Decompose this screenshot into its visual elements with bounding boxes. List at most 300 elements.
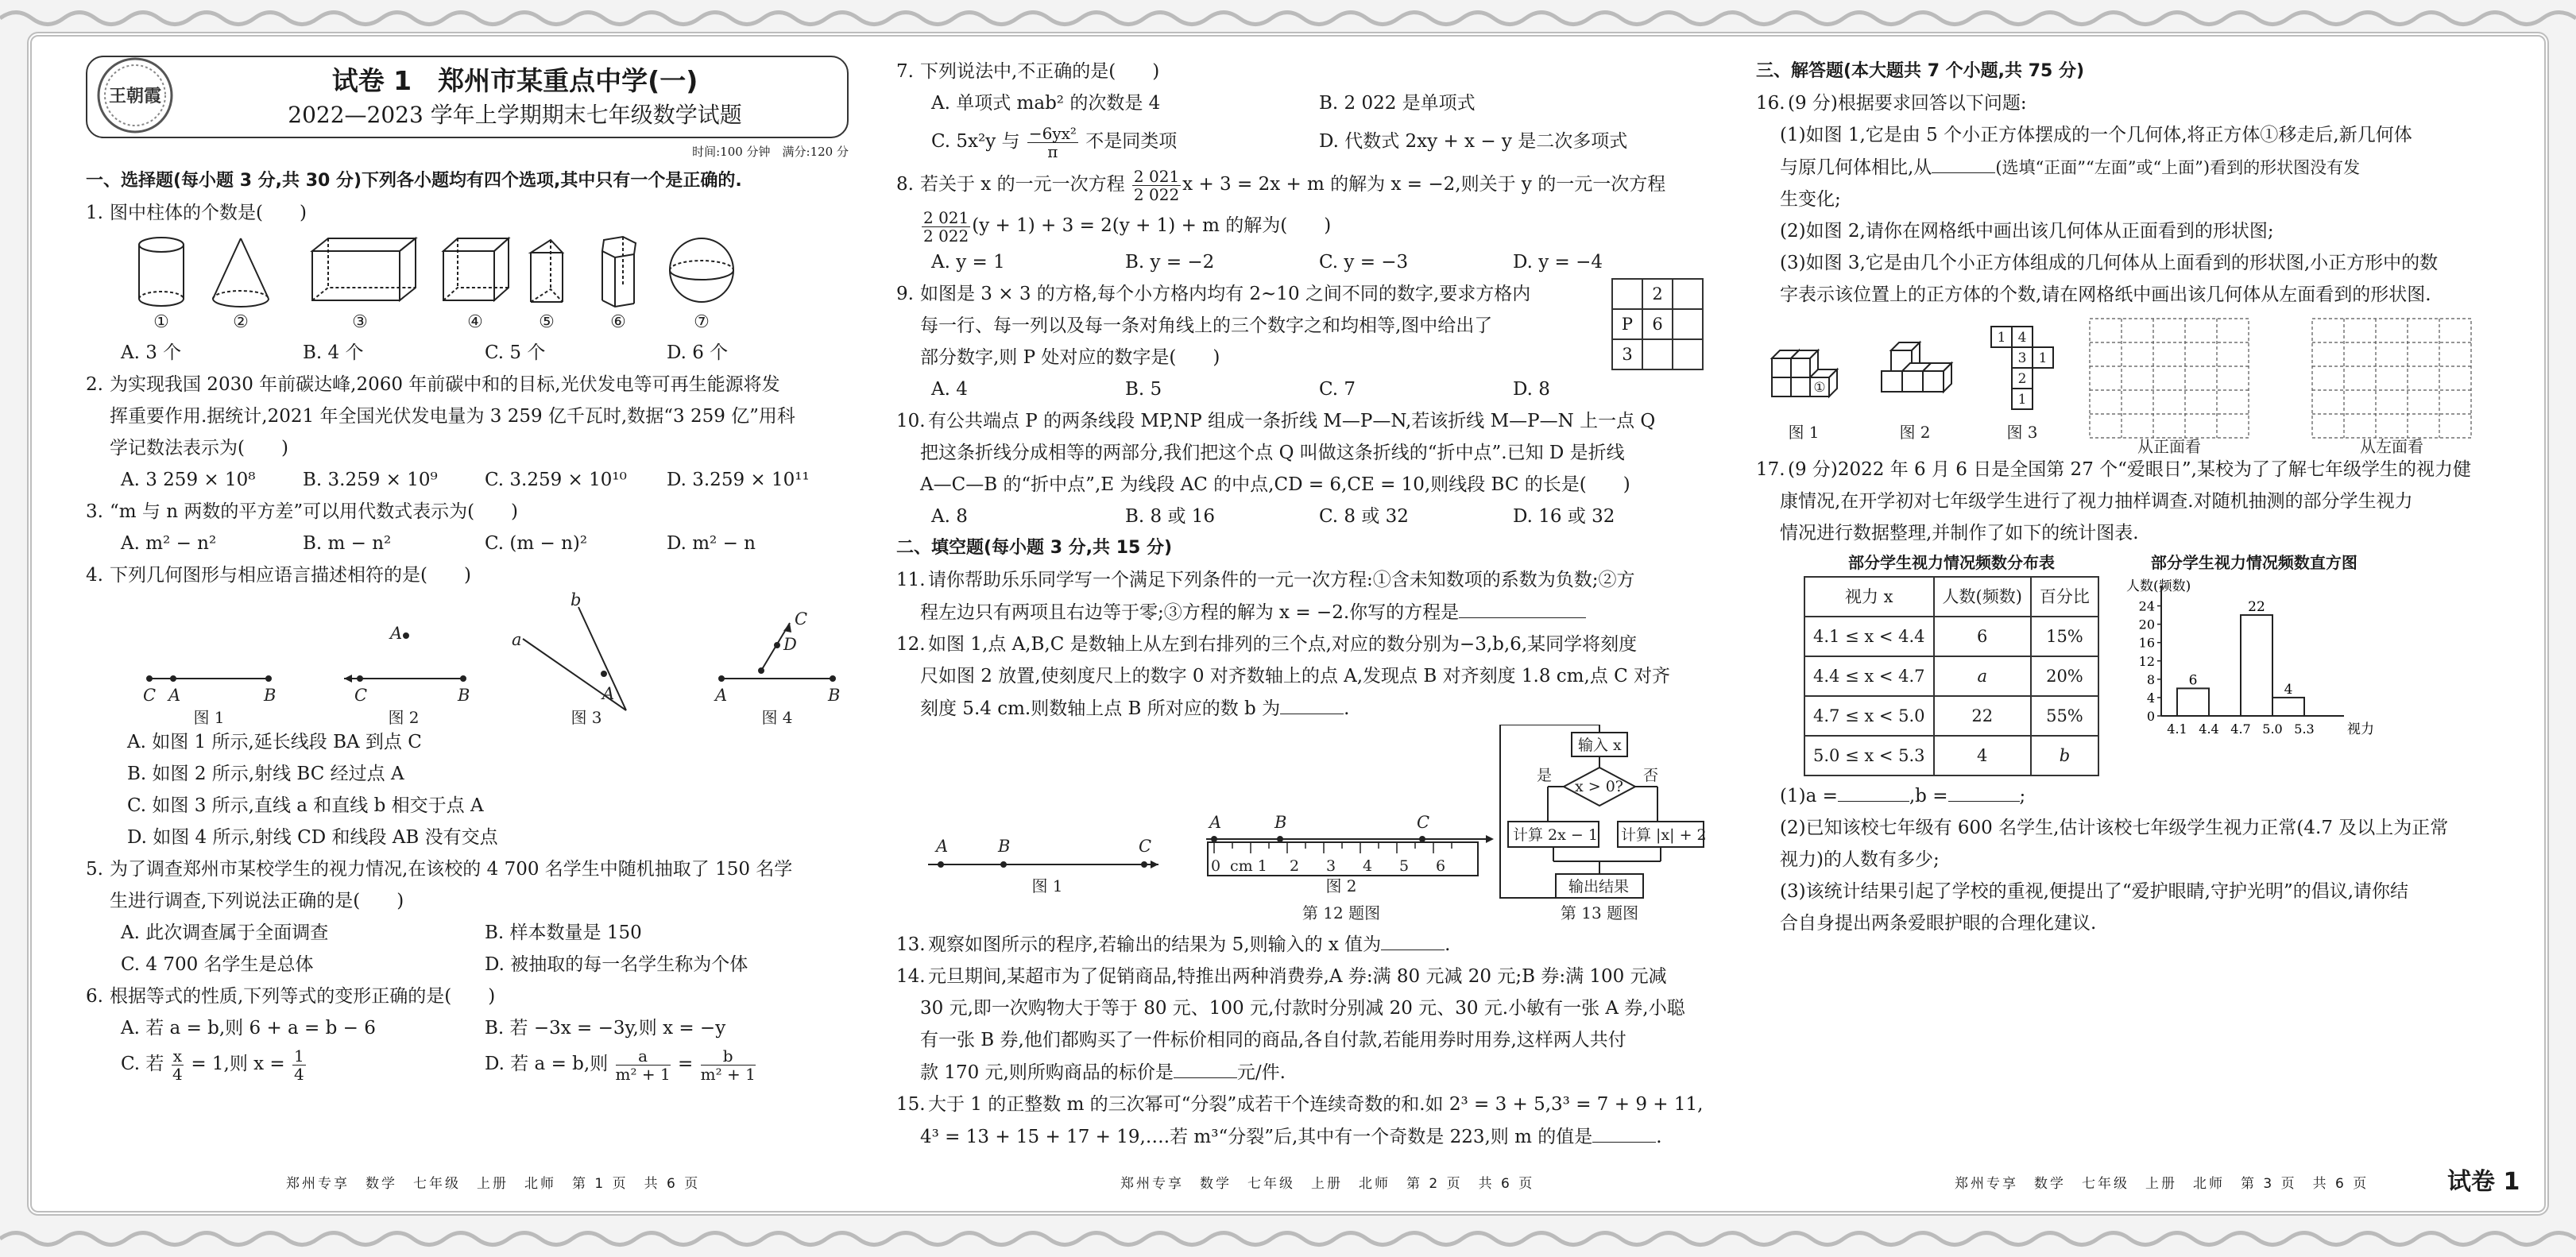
q9-magic-square [1611,278,1704,370]
q4-fig2-caption: 图 2 [388,708,420,726]
option-text: C. 若 [121,1054,164,1074]
denominator: m² + 1 [615,1064,671,1084]
solid-label-2: ② [233,312,249,332]
page-footer-1: 郑州专享 数学 七年级 上册 北师 第 1 页 共 6 页 [286,1176,701,1192]
point-label: C [1417,813,1430,832]
brand-seal-logo [94,54,176,137]
table-cell: 5.0 ≤ x < 5.3 [1804,736,1934,775]
q7-number: 7. [896,61,914,82]
option[interactable]: C. 如图 3 所示,直线 a 和直线 b 相交于点 A [127,795,484,816]
title-box [86,56,849,138]
grid-cell: 4 [2017,330,2027,346]
point-label: A [390,624,403,643]
table-row [1804,656,2098,696]
q14-text-line: 30 元,即一次购物大于等于 80 元、100 元,付款时分别减 20 元、30 元.小敏有一张 A 券,小聪 [920,998,1685,1019]
q6-text: 根据等式的性质,下列等式的变形正确的是( ) [110,986,496,1007]
q6-options-ab [86,1012,849,1044]
fraction [1132,168,1181,203]
denominator: π [1047,141,1058,161]
q12-text-line: 刻度 5.4 cm.则数轴上点 B 所对应的数 b 为 . [896,692,1707,725]
line-label: a [512,630,522,649]
q5-text-line: 生进行调查,下列说法正确的是( ) [110,891,404,911]
y-tick-label: 12 [2138,653,2155,669]
q8-text-line [896,205,1707,246]
answer-blank[interactable] [1381,928,1445,950]
q8-number: 8. [896,174,914,195]
q3-number: 3. [86,501,103,522]
option[interactable] [485,1044,849,1084]
q4-number: 4. [86,565,103,586]
option[interactable]: C. 5 个 [485,342,546,363]
question-2 [86,369,849,400]
option[interactable]: C. 3.259 × 10¹⁰ [485,470,627,490]
option[interactable]: B. y = −2 [1125,252,1215,273]
q4-fig1-caption: 图 1 [193,708,225,726]
q15-text-line: 4³ = 13 + 15 + 17 + 19,….若 m³“分裂”后,其中有一个奇数是 223,则 m 的值是 . [896,1120,1707,1153]
q10-text-line: A—C—B 的“折中点”,E 为线段 AC 的中点,CD = 6,CE = 10,则线段 BC 的长是( ) [920,474,1630,495]
section-2-heading: 二、填空题(每小题 3 分,共 15 分) [896,538,1173,558]
grid-cell: 6 [1642,309,1673,339]
point-label: B [998,837,1011,856]
q13-number: 13. [896,934,926,955]
table-row [1804,736,2098,775]
answer-blank[interactable] [1174,1056,1237,1078]
q9-text-line: 每一行、每一列以及每一条对角线上的三个数字之和均相等,图中给出了 [920,315,1493,336]
y-tick-label: 20 [2138,617,2155,632]
numerator: b [701,1047,756,1066]
q3-text: “m 与 n 两数的平方差”可以用代数式表示为( ) [110,501,519,522]
q15-text: 4³ = 13 + 15 + 17 + 19,….若 m³“分裂”后,其中有一个奇数是 223,则 m 的值是 [920,1127,1593,1147]
option[interactable]: D. 代数式 2xy + x − y 是二次多项式 [1319,131,1628,152]
option[interactable]: B. 3.259 × 10⁹ [303,470,438,490]
table-cell: 4.4 ≤ x < 4.7 [1804,656,1934,696]
option[interactable]: B. m − n² [303,533,392,554]
q17-part2: (2)已知该校七年级有 600 名学生,估计该校七年级学生视力正常(4.7 及以上为正常 [1780,818,2449,838]
option[interactable]: D. 如图 4 所示,射线 CD 和线段 AB 没有交点 [127,827,498,848]
q9-text: 如图是 3 × 3 的方格,每个小方格内均有 2~10 之间不同的数字,要求方格内 [920,284,1531,304]
y-tick-label: 0 [2146,709,2155,724]
q12-caption: 第 12 题图 [1302,903,1381,922]
q17-text-line: 康情况,在开学初对七年级学生进行了视力抽样调查.对随机抽测的部分学生视力 [1780,491,2413,512]
q8-text: (y + 1) + 3 = 2(y + 1) + m 的解为( ) [972,215,1332,236]
option[interactable]: B. 样本数量是 150 [485,922,642,943]
solid-label-6: ⑥ [610,312,626,332]
ruler-tick: 6 [1436,857,1446,875]
table-cell: a [1934,656,2031,696]
question-1 [86,197,849,229]
q11-text-line [896,596,1707,628]
grid-cell: 1 [2017,392,2027,408]
option[interactable]: D. m² − n [667,533,756,554]
question-5 [86,853,849,885]
q2-text: 为实现我国 2030 年前碳达峰,2060 年前碳中和的目标,光伏发电等可再生能源将发 [110,374,780,395]
option[interactable]: A. 单项式 mab² 的次数是 4 [931,93,1161,114]
q4-geometry-figures [102,591,849,726]
table-row [1804,696,2098,736]
grid-cell: 2 [2017,371,2027,387]
flow-output: 输出结果 [1568,878,1630,895]
q7-options [896,87,1707,164]
option[interactable]: B. 4 个 [303,342,364,363]
q16-text-line: 生变化; [1780,189,1841,210]
answer-blank[interactable] [1280,692,1344,714]
point-label: C [143,686,157,705]
histogram-bar [2272,698,2304,716]
paper-number-label: 试卷 1 [2447,1168,2520,1196]
option[interactable]: D. 16 或 32 [1513,506,1615,527]
q17-text: (9 分)2022 年 6 月 6 日是全国第 27 个“爱眼日”,某校为了了解七年级学生的视力健 [1788,459,2471,480]
grid-cell [1673,279,1703,309]
option[interactable]: C. y = −3 [1319,252,1409,273]
y-tick-label: 16 [2138,635,2155,651]
section-1-heading: 一、选择题(每小题 3 分,共 30 分)下列各小题均有四个选项,其中只有一个是正确的. [86,171,742,191]
q16-text-line: (3)如图 3,它是由几个小正方体组成的几何体从上面看到的形状图,小正方形中的数 [1780,253,2439,273]
denominator: 4 [294,1064,304,1084]
point-label: A [936,837,949,856]
grid-cell: 3 [1612,339,1642,369]
y-tick-label: 24 [2138,598,2155,614]
histogram-block [2123,552,2385,776]
q12-fig1-caption: 图 1 [1031,876,1063,895]
question-11 [896,564,1707,596]
option[interactable]: A. 4 [931,379,968,400]
y-axis-label: 人数(频数) [2125,578,2191,594]
point-label: C [1139,837,1152,856]
fraction [616,1047,671,1083]
flow-input-label: 输入 x [1578,737,1622,754]
histogram-title: 部分学生视力情况频数直方图 [2150,553,2357,572]
table-header: 人数(频数) [1934,577,2031,617]
q14-text: 元/件. [1236,1062,1286,1083]
grid-cell: 1 [1997,330,2006,346]
q16-text: (选填“正面”“左面”或“上面”)看到的形状图没有发 [1995,158,2361,177]
grid-cell [1673,309,1703,339]
q12-text: 如图 1,点 A,B,C 是数轴上从左到右排列的三个点,对应的数分别为−3,b,6,某同学将刻度 [928,634,1638,655]
bar-value-label: 4 [2284,681,2293,698]
q6-options-cd [86,1044,849,1084]
q11-text: 程左边只有两项且右边等于零;③方程的解为 x = −2.你写的方程是 [920,602,1460,623]
point-label: A [602,684,615,703]
option[interactable]: B. 若 −3x = −3y,则 x = −y [485,1018,726,1038]
option[interactable]: A. 此次调查属于全面调查 [121,922,329,943]
q2-text-line: 学记数法表示为( ) [110,438,288,458]
svg-text:王朝霞: 王朝霞 [108,86,162,106]
numerator: 2 021 [923,207,969,227]
frequency-table-block [1804,552,2099,776]
ruler-tick: 4 [1363,857,1373,875]
page-footer-3: 郑州专享 数学 七年级 上册 北师 第 3 页 共 6 页 [1955,1176,2369,1192]
q1-number: 1. [86,203,103,223]
histogram-bar [2177,688,2209,716]
point-label: B [458,686,470,705]
section-3-heading: 三、解答题(本大题共 7 个小题,共 75 分) [1756,61,2085,81]
q16-fig1-caption: 图 1 [1788,423,1820,442]
q16-text-line [1756,151,2519,184]
q12-q13-figures [896,725,1707,928]
point-label: B [264,686,277,705]
solid-label-3: ③ [352,312,368,332]
option[interactable]: A. y = 1 [931,252,1005,273]
numerator: x [172,1046,182,1066]
option[interactable]: D. 3.259 × 10¹¹ [667,470,810,490]
q1-options [86,337,849,369]
answer-blank[interactable] [1459,596,1586,618]
column-3 [1756,56,2519,939]
denominator: 2 022 [1133,184,1180,204]
solid-label-1: ① [153,312,169,332]
frequency-histogram [2123,573,2385,748]
q3-options [86,528,849,559]
paper-subtitle: 2022—2023 学年上学期期末七年级数学试题 [288,102,742,128]
table-cell: 55% [2031,696,2098,736]
grid-cell [1673,339,1703,369]
q2-number: 2. [86,374,103,395]
flow-box-1: 计算 2x − 1 [1513,826,1598,844]
point-label: A [168,686,181,705]
cube-mark: ① [1813,380,1826,396]
q2-text-line: 挥重要作用.据统计,2021 年全国光伏发电量为 3 259 亿千瓦时,数据“3 259 亿”用科 [110,406,795,427]
point-label: B [1274,813,1287,832]
option[interactable]: A. 3 259 × 10⁸ [121,470,256,490]
question-10 [896,405,1707,437]
option[interactable]: A. 如图 1 所示,延长线段 BA 到点 C [127,732,422,752]
q12-number: 12. [896,634,926,655]
left-view-caption: 从左面看 [2360,437,2423,454]
option[interactable]: C. 4 700 名学生是总体 [121,954,314,975]
q11-number: 11. [896,570,926,590]
numerator: a [616,1047,671,1066]
page-footer-2: 郑州专享 数学 七年级 上册 北师 第 2 页 共 6 页 [1120,1176,1535,1192]
q16-text-line: (2)如图 2,请你在网格纸中画出该几何体从正面看到的形状图; [1780,221,2274,242]
ruler-tick: 5 [1399,857,1410,875]
option-text: 不是同类项 [1085,131,1178,152]
question-13: 13. 观察如图所示的程序,若输出的结果为 5,则输入的 x 值为 . [896,928,1707,961]
option[interactable]: A. m² − n² [121,533,217,554]
question-9 [896,278,1707,405]
option[interactable]: D. 8 [1513,379,1550,400]
flow-condition: x > 0? [1575,778,1623,795]
q14-text: 款 170 元,则所购商品的标价是 [920,1062,1174,1083]
answer-grid-paper[interactable] [2090,319,2471,438]
answer-blank[interactable] [1592,1120,1656,1143]
table-cell: b [2031,736,2098,775]
q9-text-line: 部分数字,则 P 处对应的数字是( ) [920,347,1220,368]
point-label: D [783,635,797,654]
q4-text: 下列几何图形与相应语言描述相符的是( ) [110,565,471,586]
q12-text-line: 尺如图 2 放置,使刻度尺上的数字 0 对齐数轴上的点 A,发现点 B 对齐刻度 1.8 cm,点 C 对齐 [920,666,1670,687]
option[interactable]: B. 5 [1125,379,1162,400]
question-17 [1756,454,2519,485]
q14-text: 元旦期间,某超市为了促销商品,特推出两种消费券,A 券:满 80 元减 20 元;B 券:满 100 元减 [928,966,1667,987]
q10-options [896,501,1707,532]
x-tick-label: 4.4 [2199,721,2219,737]
option[interactable]: D. 6 个 [667,342,729,363]
option[interactable]: B. 2 022 是单项式 [1319,93,1476,114]
option[interactable]: A. 8 [931,506,968,527]
ruler-tick: 0 [1211,857,1221,875]
option[interactable]: A. 若 a = b,则 6 + a = b − 6 [121,1018,376,1038]
table-header: 百分比 [2031,577,2098,617]
wave-border-top [0,6,2576,30]
y-tick-label: 4 [2146,690,2155,706]
flow-no: 否 [1643,767,1659,784]
fraction [292,1047,306,1083]
q15-text: 大于 1 的正整数 m 的三次幂可“分裂”成若干个连续奇数的和.如 2³ = 3 + 5,3³ = 7 + 9 + 11, [928,1094,1704,1115]
q6-number: 6. [86,986,103,1007]
q1-solids-figure [118,229,833,337]
q16-text: 与原几何体相比,从 [1780,157,1932,178]
numerator: 1 [294,1046,304,1066]
frequency-table [1804,576,2099,776]
q1-text: 图中柱体的个数是( ) [110,203,307,223]
q8-text: x + 3 = 2x + m 的解为 x = −2,则关于 y 的一元一次方程 [1182,174,1666,195]
table-cell: 22 [1934,696,2031,736]
question-8 [896,164,1707,205]
flow-yes: 是 [1537,767,1553,784]
fraction [172,1047,184,1083]
q14-text-line: 有一张 B 券,他们都购买了一件标价相同的商品,各自付款,若能用券时用券,这样两人共付 [920,1030,1626,1050]
q17-part3: (3)该统计结果引起了学校的重视,便提出了“爱护眼睛,守护光明”的倡议,请你结 [1780,881,2409,902]
q16-text: (9 分)根据要求回答以下问题: [1788,93,2027,114]
q9-options [896,373,1707,405]
paper-title: 试卷 1 郑州市某重点中学(一) [331,65,698,96]
q17-part2-cont: 视力)的人数有多少; [1780,849,1940,870]
grid-cell: 2 [1642,279,1673,309]
q10-text-line: 把这条折线分成相等的两部分,我们把这个点 Q 叫做这条折线的“折中点”.已知 D 是折线 [920,443,1625,463]
q17-number: 17. [1756,459,1785,480]
q17-text: ; [2019,786,2026,806]
q7-text: 下列说法中,不正确的是( ) [920,61,1160,82]
option[interactable]: C. 8 或 32 [1319,506,1409,527]
question-6 [86,980,849,1012]
q8-text: 若关于 x 的一元一次方程 [920,174,1125,195]
q17-text: ,b = [1909,786,1948,806]
q15-number: 15. [896,1094,926,1115]
answer-blank-a[interactable] [1838,779,1909,802]
point-label: C [795,609,808,628]
question-3 [86,496,849,528]
x-tick-label: 5.0 [2262,721,2283,737]
table-header: 视力 x [1804,577,1934,617]
column-2 [896,56,1707,1153]
q5-options [86,917,849,980]
question-12 [896,628,1707,660]
fraction [922,209,970,245]
point-label: A [715,686,728,705]
time-score-info: 时间:100 分钟 满分:120 分 [692,145,849,159]
x-tick-label: 4.7 [2230,721,2251,737]
option[interactable]: B. 如图 2 所示,射线 BC 经过点 A [127,764,404,784]
denominator: 4 [172,1064,183,1084]
grid-cell: 3 [2017,350,2027,366]
answer-blank[interactable] [1932,151,1995,173]
q12-fig2-caption: 图 2 [1325,876,1357,895]
point-label: B [828,686,841,705]
option-text: D. 若 a = b,则 [485,1054,609,1074]
q10-number: 10. [896,411,926,431]
solid-label-7: ⑦ [694,312,710,332]
q5-text: 为了调查郑州市某校学生的视力情况,在该校的 4 700 名学生中随机抽取了 150 名学 [110,859,793,880]
q9-number: 9. [896,284,914,304]
histogram-bar [2241,615,2272,716]
q16-text-line: (1)如图 1,它是由 5 个小正方体摆成的一个几何体,将正方体①移走后,新几何体 [1780,125,2412,145]
option[interactable] [121,1044,485,1084]
q16-fig2-caption: 图 2 [1899,423,1931,442]
column-1 [86,56,849,1084]
wave-border-bottom [0,1227,2576,1251]
option[interactable]: C. 7 [1319,379,1356,400]
grid-cell: 1 [2038,350,2048,366]
bar-value-label: 6 [2188,672,2198,689]
q17-stats [1756,552,2519,776]
option-text: = [678,1054,694,1074]
q13-text: 观察如图所示的程序,若输出的结果为 5,则输入的 x 值为 [928,934,1382,955]
table-row [1804,617,2098,656]
ruler-tick: cm 1 [1230,857,1267,875]
table-title: 部分学生视力情况频数分布表 [1847,553,2055,572]
ruler-tick: 3 [1326,857,1336,875]
solid-label-4: ④ [467,312,483,332]
point-label: A [1209,813,1222,832]
table-cell: 15% [2031,617,2098,656]
ruler-tick: 2 [1290,857,1300,875]
q17-part1 [1756,779,2519,812]
option[interactable]: D. 被抽取的每一名学生称为个体 [485,954,748,975]
flow-box-2: 计算 |x| + 2 [1621,826,1707,844]
question-16 [1756,87,2519,119]
table-cell: 4 [1934,736,2031,775]
q2-options [86,464,849,496]
q17-part3-cont: 合自身提出两条爱眼护眼的合理化建议. [1780,913,2097,934]
solid-label-5: ⑤ [539,312,555,332]
q10-text: 有公共端点 P 的两条线段 MP,NP 组成一条折线 M—P—N,若该折线 M—P—N 上一点 Q [928,411,1656,431]
table-cell: 4.1 ≤ x < 4.4 [1804,617,1934,656]
option-text: C. 5x²y 与 [931,131,1020,152]
q16-fig3-caption: 图 3 [2006,423,2038,442]
x-tick-label: 4.1 [2167,721,2187,737]
q16-figures [1756,311,2519,454]
front-view-caption: 从正面看 [2137,437,2201,454]
x-tick-label: 5.3 [2294,721,2315,737]
denominator: 2 022 [923,226,969,246]
q4-fig3-caption: 图 3 [571,708,602,726]
grid-cell: P [1612,309,1642,339]
q17-text: (1)a = [1780,786,1838,806]
q11-text: 请你帮助乐乐同学写一个满足下列条件的一元一次方程:①含未知数项的系数为负数;②方 [928,570,1635,590]
option[interactable]: D. y = −4 [1513,252,1603,273]
answer-blank-b[interactable] [1948,779,2020,802]
question-14 [896,961,1707,992]
option[interactable]: C. (m − n)² [485,533,588,554]
option[interactable]: B. 8 或 16 [1125,506,1216,527]
option[interactable]: A. 3 个 [121,342,182,363]
fraction [701,1047,756,1083]
question-7 [896,56,1707,87]
table-cell: 6 [1934,617,2031,656]
denominator: m² + 1 [700,1064,756,1084]
q13-caption: 第 13 题图 [1560,903,1639,922]
option[interactable] [931,119,1319,164]
q12-text: 刻度 5.4 cm.则数轴上点 B 所对应的数 b 为 [920,698,1281,719]
grid-cell [1612,279,1642,309]
line-label: b [571,591,582,609]
fraction [1027,125,1078,161]
point-label: C [354,686,368,705]
option-text: = 1,则 x = [191,1054,285,1074]
q8-options [896,246,1707,278]
x-axis-label: 视力 [2346,721,2374,737]
q17-text-line: 情况进行数据整理,并制作了如下的统计图表. [1780,523,2139,543]
